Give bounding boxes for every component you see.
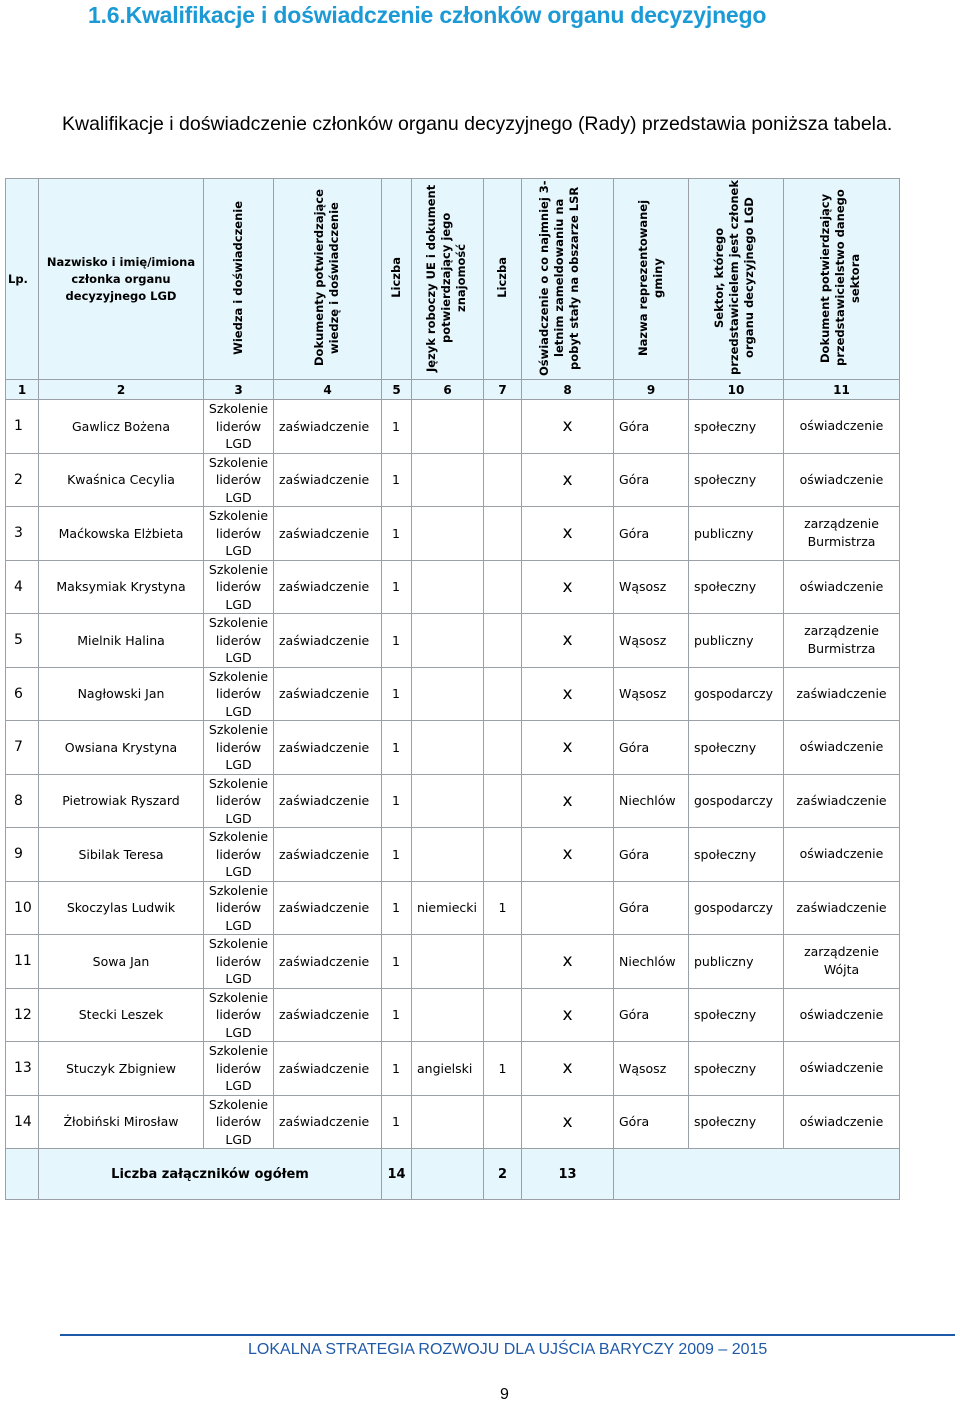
dokument-line: zaświadczenie xyxy=(796,792,887,808)
table-row xyxy=(6,828,900,882)
wiedza-line: LGD xyxy=(225,543,252,558)
dokument-line: oświadczenie xyxy=(799,418,884,434)
cell-gmina: Wąsosz xyxy=(614,614,689,668)
cell-liczba-1: 1 xyxy=(382,988,412,1042)
cell-document: zaświadczenie xyxy=(274,560,382,614)
table-row xyxy=(6,881,900,935)
wiedza-line: liderów xyxy=(215,900,262,915)
cell-sektor: gospodarczy xyxy=(689,881,784,935)
header-name: Nazwisko i imię/imiona członka organu decyzyjnego LGD xyxy=(39,179,204,380)
cell-dokument-sektor xyxy=(784,507,900,561)
table-row xyxy=(6,1042,900,1096)
cell-name: Sowa Jan xyxy=(39,935,204,989)
wiedza-line: Szkolenie xyxy=(208,989,269,1005)
dokument-line: Burmistrza xyxy=(807,534,876,550)
cell-name: Żłobiński Mirosław xyxy=(39,1095,204,1149)
table-row xyxy=(6,560,900,614)
cell-jezyk xyxy=(412,828,484,882)
cell-liczba-1: 1 xyxy=(382,400,412,454)
cell-dokument-sektor xyxy=(784,560,900,614)
wiedza-line: LGD xyxy=(225,650,252,665)
cell-jezyk: angielski xyxy=(412,1042,484,1096)
cell-lp: 2 xyxy=(6,453,39,507)
cell-lp: 5 xyxy=(6,614,39,668)
dokument-line: Wójta xyxy=(823,962,860,978)
wiedza-line: LGD xyxy=(225,971,252,986)
table-row xyxy=(6,988,900,1042)
cell-oswiadczenie: x xyxy=(522,560,614,614)
cell-lp: 10 xyxy=(6,881,39,935)
cell-wiedza xyxy=(204,774,274,828)
cell-liczba-1: 1 xyxy=(382,614,412,668)
cell-gmina: Wąsosz xyxy=(614,560,689,614)
cell-dokument-sektor xyxy=(784,774,900,828)
dokument-line: Burmistrza xyxy=(807,641,876,657)
cell-lp: 14 xyxy=(6,1095,39,1149)
wiedza-line: liderów xyxy=(215,525,262,541)
cell-document: zaświadczenie xyxy=(274,1042,382,1096)
page-number: 9 xyxy=(500,1386,509,1403)
cell-sektor: publiczny xyxy=(689,935,784,989)
cell-name: Sibilak Teresa xyxy=(39,828,204,882)
section-title: 1.6.Kwalifikacje i doświadczenie członków organu decyzyjnego xyxy=(88,2,767,28)
cell-document: zaświadczenie xyxy=(274,721,382,775)
wiedza-line: liderów xyxy=(215,739,262,755)
cell-jezyk xyxy=(412,935,484,989)
cell-liczba-2 xyxy=(484,828,522,882)
table-header-row xyxy=(6,179,900,380)
cell-sektor: społeczny xyxy=(689,828,784,882)
cell-liczba-1: 1 xyxy=(382,881,412,935)
header-wiedza: Wiedza i doświadczenie xyxy=(204,179,274,380)
cell-document: zaświadczenie xyxy=(274,614,382,668)
cell-document: zaświadczenie xyxy=(274,507,382,561)
cell-wiedza xyxy=(204,721,274,775)
cell-sektor: społeczny xyxy=(689,453,784,507)
cell-liczba-1: 1 xyxy=(382,1042,412,1096)
totals-empty-cell xyxy=(412,1149,484,1200)
wiedza-line: LGD xyxy=(225,864,252,879)
header-dokument-sektor: Dokument potwierdzający przedstawicielstwo danego sektora xyxy=(784,179,900,380)
cell-document: zaświadczenie xyxy=(274,828,382,882)
cell-liczba-2 xyxy=(484,453,522,507)
wiedza-line: LGD xyxy=(225,436,252,451)
cell-document: zaświadczenie xyxy=(274,667,382,721)
wiedza-line: LGD xyxy=(225,1131,252,1147)
dokument-line: oświadczenie xyxy=(799,739,884,755)
wiedza-line: Szkolenie xyxy=(208,882,269,898)
cell-liczba-2 xyxy=(484,774,522,828)
wiedza-line: liderów xyxy=(215,418,262,434)
cell-document: zaświadczenie xyxy=(274,774,382,828)
table-row xyxy=(6,1095,900,1149)
cell-liczba-2 xyxy=(484,560,522,614)
cell-liczba-2 xyxy=(484,721,522,775)
cell-document: zaświadczenie xyxy=(274,988,382,1042)
cell-gmina: Góra xyxy=(614,828,689,882)
cell-oswiadczenie: x xyxy=(522,614,614,668)
header-dokumenty: Dokumenty potwierdzające wiedzę i doświadczenie xyxy=(274,179,382,380)
cell-wiedza xyxy=(204,507,274,561)
cell-lp: 8 xyxy=(6,774,39,828)
cell-document: zaświadczenie xyxy=(274,453,382,507)
dokument-line: oświadczenie xyxy=(799,578,884,594)
cell-oswiadczenie: x xyxy=(522,988,614,1042)
cell-name: Gawlicz Bożena xyxy=(39,400,204,454)
cell-gmina: Góra xyxy=(614,988,689,1042)
cell-liczba-2 xyxy=(484,507,522,561)
cell-sektor: społeczny xyxy=(689,721,784,775)
cell-name: Mielnik Halina xyxy=(39,614,204,668)
header-jezyk: Język roboczy UE i dokument potwierdzający jego znajomość xyxy=(412,179,484,380)
cell-liczba-1: 1 xyxy=(382,935,412,989)
table-row xyxy=(6,721,900,775)
cell-liczba-1: 1 xyxy=(382,774,412,828)
cell-lp: 9 xyxy=(6,828,39,882)
wiedza-line: LGD xyxy=(225,810,252,826)
cell-liczba-1: 1 xyxy=(382,667,412,721)
wiedza-line: liderów xyxy=(215,1007,262,1022)
cell-jezyk: niemiecki xyxy=(412,881,484,935)
cell-jezyk xyxy=(412,1095,484,1149)
column-number: 11 xyxy=(784,380,900,400)
cell-lp: 12 xyxy=(6,988,39,1042)
cell-gmina: Wąsosz xyxy=(614,1042,689,1096)
wiedza-line: LGD xyxy=(225,596,252,612)
cell-name: Kwaśnica Cecylia xyxy=(39,453,204,507)
cell-liczba-1: 1 xyxy=(382,1095,412,1149)
cell-sektor: gospodarczy xyxy=(689,667,784,721)
header-liczba-1: Liczba xyxy=(382,179,412,380)
footer-text: LOKALNA STRATEGIA ROZWOJU DLA UJŚCIA BARYCZY 2009 – 2015 xyxy=(248,1341,768,1358)
totals-liczba-2: 2 xyxy=(484,1149,522,1200)
cell-liczba-2 xyxy=(484,614,522,668)
cell-liczba-2 xyxy=(484,1095,522,1149)
members-table xyxy=(5,178,900,1200)
cell-liczba-2: 1 xyxy=(484,1042,522,1096)
totals-empty-cell xyxy=(6,1149,39,1200)
cell-gmina: Góra xyxy=(614,881,689,935)
cell-jezyk xyxy=(412,614,484,668)
cell-sektor: publiczny xyxy=(689,614,784,668)
table-row xyxy=(6,667,900,721)
cell-lp: 6 xyxy=(6,667,39,721)
cell-name: Skoczylas Ludwik xyxy=(39,881,204,935)
cell-name: Stecki Leszek xyxy=(39,988,204,1042)
header-sektor: Sektor, którego przedstawicielem jest członek organu decyzyjnego LGD xyxy=(689,179,784,380)
column-number: 1 xyxy=(6,380,39,400)
wiedza-line: Szkolenie xyxy=(208,1043,269,1058)
cell-lp: 7 xyxy=(6,721,39,775)
wiedza-line: LGD xyxy=(225,489,252,505)
cell-sektor: społeczny xyxy=(689,560,784,614)
cell-wiedza xyxy=(204,1042,274,1096)
wiedza-line: Szkolenie xyxy=(208,508,269,523)
table-row xyxy=(6,507,900,561)
cell-oswiadczenie: x xyxy=(522,507,614,561)
cell-gmina: Góra xyxy=(614,721,689,775)
wiedza-line: Szkolenie xyxy=(208,829,269,844)
cell-lp: 1 xyxy=(6,400,39,454)
cell-gmina: Góra xyxy=(614,453,689,507)
cell-gmina: Niechlów xyxy=(614,774,689,828)
cell-oswiadczenie: x xyxy=(522,721,614,775)
wiedza-line: liderów xyxy=(215,686,262,701)
cell-jezyk xyxy=(412,721,484,775)
totals-oswiadczenie: 13 xyxy=(522,1149,614,1200)
header-liczba-2: Liczba xyxy=(484,179,522,380)
cell-jezyk xyxy=(412,774,484,828)
cell-name: Maksymiak Krystyna xyxy=(39,560,204,614)
cell-name: Maćkowska Elżbieta xyxy=(39,507,204,561)
cell-wiedza xyxy=(204,614,274,668)
cell-wiedza xyxy=(204,988,274,1042)
cell-liczba-1: 1 xyxy=(382,721,412,775)
cell-dokument-sektor xyxy=(784,988,900,1042)
cell-document: zaświadczenie xyxy=(274,935,382,989)
cell-jezyk xyxy=(412,453,484,507)
cell-liczba-1: 1 xyxy=(382,453,412,507)
cell-liczba-2 xyxy=(484,988,522,1042)
cell-liczba-2 xyxy=(484,400,522,454)
cell-liczba-2: 1 xyxy=(484,881,522,935)
dokument-line: zaświadczenie xyxy=(796,685,887,701)
cell-wiedza xyxy=(204,400,274,454)
wiedza-line: LGD xyxy=(225,917,252,933)
cell-gmina: Wąsosz xyxy=(614,667,689,721)
table-row xyxy=(6,774,900,828)
cell-oswiadczenie: x xyxy=(522,400,614,454)
column-number: 4 xyxy=(274,380,382,400)
cell-name: Stuczyk Zbigniew xyxy=(39,1042,204,1096)
cell-gmina: Góra xyxy=(614,1095,689,1149)
wiedza-line: Szkolenie xyxy=(208,561,269,577)
wiedza-line: Szkolenie xyxy=(208,775,269,791)
totals-liczba-1: 14 xyxy=(382,1149,412,1200)
cell-wiedza xyxy=(204,667,274,721)
cell-document: zaświadczenie xyxy=(274,1095,382,1149)
column-number: 5 xyxy=(382,380,412,400)
column-number: 10 xyxy=(689,380,784,400)
header-gmina: Nazwa reprezentowanej gminy xyxy=(614,179,689,380)
cell-dokument-sektor xyxy=(784,1042,900,1096)
cell-name: Nagłowski Jan xyxy=(39,667,204,721)
cell-wiedza xyxy=(204,560,274,614)
cell-sektor: publiczny xyxy=(689,507,784,561)
wiedza-line: Szkolenie xyxy=(208,454,269,470)
column-number-row xyxy=(6,380,900,400)
cell-sektor: społeczny xyxy=(689,1095,784,1149)
cell-liczba-2 xyxy=(484,667,522,721)
wiedza-line: liderów xyxy=(215,793,262,808)
cell-jezyk xyxy=(412,507,484,561)
dokument-line: oświadczenie xyxy=(799,1113,884,1129)
totals-row xyxy=(6,1149,900,1200)
cell-lp: 4 xyxy=(6,560,39,614)
cell-dokument-sektor xyxy=(784,1095,900,1149)
wiedza-line: liderów xyxy=(215,1060,262,1076)
cell-gmina: Góra xyxy=(614,400,689,454)
cell-liczba-2 xyxy=(484,935,522,989)
dokument-line: zaświadczenie xyxy=(796,899,887,915)
wiedza-line: LGD xyxy=(225,1024,252,1040)
cell-name: Pietrowiak Ryszard xyxy=(39,774,204,828)
cell-lp: 3 xyxy=(6,507,39,561)
footer-rule xyxy=(60,1334,955,1336)
totals-label: Liczba załączników ogółem xyxy=(39,1149,382,1200)
column-number: 7 xyxy=(484,380,522,400)
table-row xyxy=(6,935,900,989)
cell-document: zaświadczenie xyxy=(274,400,382,454)
intro-paragraph: Kwalifikacje i doświadczenie członków organu decyzyjnego (Rady) przedstawia poniższa tabela. xyxy=(62,113,893,135)
cell-sektor: społeczny xyxy=(689,988,784,1042)
cell-sektor: gospodarczy xyxy=(689,774,784,828)
cell-document: zaświadczenie xyxy=(274,881,382,935)
wiedza-line: Szkolenie xyxy=(208,668,269,684)
table-row xyxy=(6,400,900,454)
dokument-line: oświadczenie xyxy=(799,471,884,487)
cell-wiedza xyxy=(204,881,274,935)
dokument-line: zarządzenie xyxy=(804,623,879,639)
wiedza-line: liderów xyxy=(215,1114,262,1129)
cell-dokument-sektor xyxy=(784,721,900,775)
column-number: 2 xyxy=(39,380,204,400)
wiedza-line: Szkolenie xyxy=(208,615,269,630)
cell-oswiadczenie xyxy=(522,881,614,935)
cell-jezyk xyxy=(412,667,484,721)
cell-oswiadczenie: x xyxy=(522,828,614,882)
wiedza-line: Szkolenie xyxy=(208,722,269,737)
column-number: 6 xyxy=(412,380,484,400)
cell-gmina: Góra xyxy=(614,507,689,561)
cell-liczba-1: 1 xyxy=(382,560,412,614)
cell-oswiadczenie: x xyxy=(522,1042,614,1096)
cell-lp: 13 xyxy=(6,1042,39,1096)
column-number: 3 xyxy=(204,380,274,400)
wiedza-line: Szkolenie xyxy=(208,401,269,416)
wiedza-line: liderów xyxy=(215,472,262,487)
cell-dokument-sektor xyxy=(784,935,900,989)
dokument-line: oświadczenie xyxy=(799,1006,884,1022)
wiedza-line: Szkolenie xyxy=(208,1096,269,1112)
header-lp: Lp. xyxy=(6,179,39,380)
cell-oswiadczenie: x xyxy=(522,935,614,989)
cell-wiedza xyxy=(204,1095,274,1149)
wiedza-line: LGD xyxy=(225,1078,252,1093)
cell-sektor: społeczny xyxy=(689,1042,784,1096)
cell-dokument-sektor xyxy=(784,614,900,668)
cell-lp: 11 xyxy=(6,935,39,989)
table-row xyxy=(6,453,900,507)
cell-oswiadczenie: x xyxy=(522,667,614,721)
cell-gmina: Niechlów xyxy=(614,935,689,989)
table-row xyxy=(6,614,900,668)
wiedza-line: liderów xyxy=(215,953,262,969)
dokument-line: oświadczenie xyxy=(799,1060,884,1076)
wiedza-line: liderów xyxy=(215,846,262,862)
wiedza-line: LGD xyxy=(225,757,252,772)
header-oswiadczenie: Oświadczenie o co najmniej 3-letnim zameldowaniu na pobyt stały na obszarze LSR xyxy=(522,179,614,380)
wiedza-line: liderów xyxy=(215,632,262,648)
dokument-line: zarządzenie xyxy=(804,944,879,960)
cell-dokument-sektor xyxy=(784,400,900,454)
cell-jezyk xyxy=(412,988,484,1042)
cell-wiedza xyxy=(204,828,274,882)
wiedza-line: LGD xyxy=(225,703,252,719)
cell-liczba-1: 1 xyxy=(382,828,412,882)
dokument-line: oświadczenie xyxy=(799,846,884,862)
cell-dokument-sektor xyxy=(784,881,900,935)
cell-name: Owsiana Krystyna xyxy=(39,721,204,775)
cell-oswiadczenie: x xyxy=(522,1095,614,1149)
cell-dokument-sektor xyxy=(784,453,900,507)
dokument-line: zarządzenie xyxy=(804,516,879,532)
cell-jezyk xyxy=(412,560,484,614)
column-number: 9 xyxy=(614,380,689,400)
cell-dokument-sektor xyxy=(784,828,900,882)
cell-dokument-sektor xyxy=(784,667,900,721)
cell-sektor: społeczny xyxy=(689,400,784,454)
cell-oswiadczenie: x xyxy=(522,453,614,507)
totals-empty-cell xyxy=(614,1149,900,1200)
wiedza-line: liderów xyxy=(215,579,262,594)
cell-liczba-1: 1 xyxy=(382,507,412,561)
column-number: 8 xyxy=(522,380,614,400)
cell-wiedza xyxy=(204,935,274,989)
cell-oswiadczenie: x xyxy=(522,774,614,828)
cell-wiedza xyxy=(204,453,274,507)
cell-jezyk xyxy=(412,400,484,454)
wiedza-line: Szkolenie xyxy=(208,936,269,951)
